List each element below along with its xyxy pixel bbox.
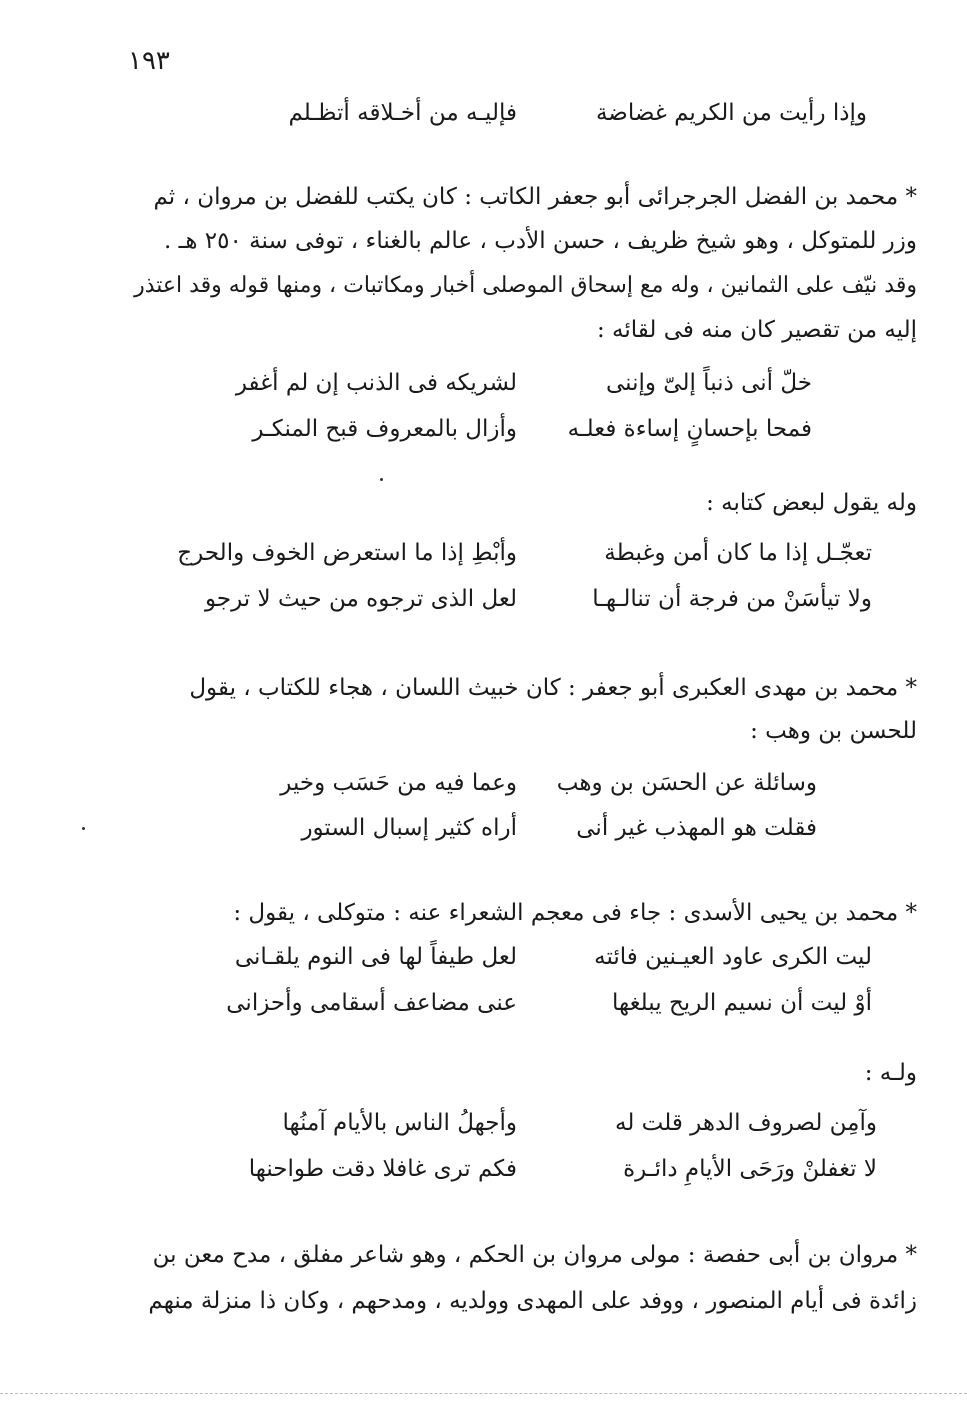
verse-hemistich-left: أراه كثير إسبال الستور <box>301 815 517 841</box>
verse-hemistich-left: وعما فيه من حَسَب وخير <box>280 770 517 796</box>
verse-hemistich-left: لعل الذى ترجوه من حيث لا ترجو <box>205 586 517 612</box>
entry-line: * محمد بن يحيى الأسدى : جاء فى معجم الشعراء عنه : متوكلى ، يقول : <box>233 900 917 926</box>
entry-line: وقد نيّف على الثمانين ، وله مع إسحاق الموصلى أخبار ومكاتبات ، ومنها قوله وقد اعتذر <box>134 273 917 298</box>
ink-dot <box>380 478 383 481</box>
verse-hemistich-right: ليت الكرى عاود العيـنين فائته <box>594 944 872 970</box>
entry-line: وزر للمتوكل ، وهو شيخ ظريف ، حسن الأدب ، عالم بالغناء ، توفى سنة ٢٥٠ هـ . <box>163 228 917 254</box>
verse-hemistich-left: فكم ترى غافلا دقت طواحنها <box>248 1156 517 1182</box>
entry-line: للحسن بن وهب : <box>750 718 917 744</box>
poem-intro: ولـه : <box>864 1060 917 1086</box>
entry-line: * محمد بن الفضل الجرجرائى أبو جعفر الكاتب : كان يكتب للفضل بن مروان ، ثم <box>153 184 917 210</box>
verse-hemistich-right: تعجّـل إذا ما كان أمن وغبطة <box>604 540 872 566</box>
entry-line: زائدة فى أيام المنصور ، ووفد على المهدى وولديه ، ومدحهم ، وكان ذا منزلة منهم <box>148 1288 917 1314</box>
entry-line: إليه من تقصير كان منه فى لقائه : <box>596 317 917 343</box>
verse-hemistich-right: لا تغفلنْ ورَحَى الأيامِ دائـرة <box>623 1156 877 1182</box>
verse-hemistich-left: وأبْطِ إذا ما استعرض الخوف والحرج <box>177 540 517 566</box>
verse-hemistich-left: لشريكه فى الذنب إن لم أغفر <box>235 370 517 396</box>
page-bottom-edge <box>0 1393 967 1394</box>
verse-hemistich-right: خلّ أنى ذنباً إلىّ وإننى <box>605 370 812 396</box>
verse-hemistich-left: عنى مضاعف أسقامى وأحزانى <box>226 990 517 1016</box>
verse-hemistich-left: وأزال بالمعروف قبح المنكـر <box>252 416 517 442</box>
verse-hemistich-right: وآمِن لصروف الدهر قلت له <box>615 1110 877 1136</box>
verse-hemistich-right: أوْ ليت أن نسيم الريح يبلغها <box>611 990 872 1016</box>
ink-dot <box>82 827 85 830</box>
verse-hemistich-left: لعل طيفاً لها فى النوم يلقـانى <box>234 944 517 970</box>
verse-hemistich-right: فمحا بإحسانٍ إساءة فعلـه <box>567 416 812 442</box>
poem-intro: وله يقول لبعض كتابه : <box>706 490 917 516</box>
verse-hemistich-right: فقلت هو المهذب غير أنى <box>576 815 817 841</box>
entry-line: * محمد بن مهدى العكبرى أبو جعفر : كان خبيث اللسان ، هجاء للكتاب ، يقول <box>189 675 917 701</box>
verse-hemistich-left: وأجهلُ الناس بالأيام آمنُها <box>282 1110 517 1136</box>
verse-hemistich-right: وإذا رأيت من الكريم غضاضة <box>595 100 867 126</box>
verse-hemistich-right: ولا تيأسَنْ من فرجة أن تنالـهـا <box>592 586 872 612</box>
page-number: ١٩٣ <box>128 46 170 76</box>
verse-hemistich-right: وسائلة عن الحسَن بن وهب <box>556 770 817 796</box>
verse-hemistich-left: فإليـه من أخـلاقه أتظـلم <box>288 100 517 126</box>
entry-line: * مروان بن أبى حفصة : مولى مروان بن الحكم ، وهو شاعر مفلق ، مدح معن بن <box>152 1242 917 1268</box>
